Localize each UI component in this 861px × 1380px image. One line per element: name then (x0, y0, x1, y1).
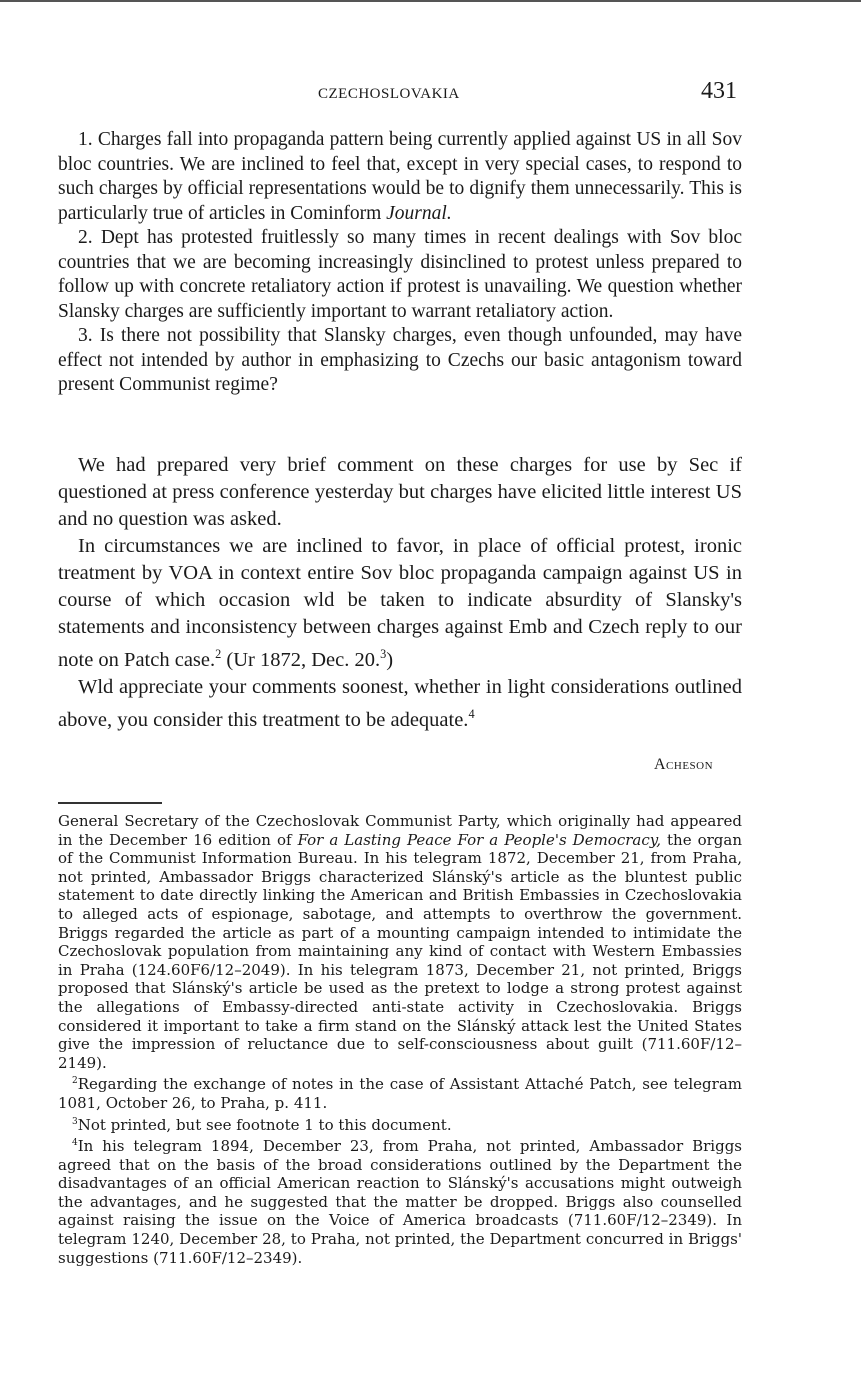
paragraph-2-text: In circumstances we are inclined to favor, in place of official protest, ironic treatment by VOA in context entire Sov bloc propaganda campaign against US in course of which occasion wld be taken to indicate absurdity of Slansky's statements and inconsistency between charges against Emb and Czech reply to our note on Patch case. (58, 535, 742, 671)
page-number: 431 (701, 78, 737, 104)
footnote-3-text: Not printed, but see footnote 1 to this document. (77, 1115, 452, 1134)
numbered-point-2: 2. Dept has protested fruitlessly so many times in recent dealings with Sov bloc countries that we are becoming increasingly disinclined to protest unless prepared to follow up with concrete retaliatory action if protest is unavailing. We question whether Slansky charges are sufficiently important to warrant retaliatory action. (58, 227, 742, 322)
main-text (58, 452, 742, 734)
footnote-3-mark: 3 (72, 1116, 78, 1127)
numbered-points (58, 128, 742, 398)
footnote-continuation (58, 812, 742, 1072)
numbered-point-1 (58, 128, 742, 226)
footnote-2-text: Regarding the exchange of notes in the case of Assistant Attaché Patch, see telegram 1081, October 26, to Praha, p. 411. (58, 1075, 742, 1112)
top-border-rule (0, 0, 861, 2)
numbered-point-1-text: 1. Charges fall into propaganda pattern being currently applied against US in all Sov bloc countries. We are inclined to feel that, except in very special cases, to respond to such charges by official representations would be to dignify them unnecessarily. This is particularly true of articles in Cominform (58, 129, 742, 224)
signature: Acheson (654, 756, 714, 773)
footnote-4-mark: 4 (72, 1138, 78, 1149)
paragraph-2-end: ) (386, 648, 394, 671)
paragraph-2-ref: (Ur 1872, Dec. 20. (221, 648, 381, 671)
footnote-continuation-b: the organ of the Communist Information Bureau. In his telegram 1872, December 21, from Praha, not printed, Ambassador Briggs characterized Slánský's article as the bluntest public statement to date directly linking the American and British Embassies in Czechoslovakia to alleged acts of espionage, sabotage, and attempts to overthrow the government. Briggs regarded the article as part of a mounting campaign intended to intimidate the Czechoslovak population from maintaining any kind of contact with Western Embassies in Praha (124.60F6/12–2049). In his telegram 1873, December 21, not printed, Briggs proposed that Slánský's article be used as the pretext to lodge a strong protest against the allegations of Embassy-directed anti-state activity in Czechoslovakia. Briggs considered it important to take a firm stand on the Slánský attack lest the United States give the impression of reluctance due to self-consciousness about guilt (711.60F/12–2149). (58, 830, 742, 1072)
footnote-ref-4: 4 (468, 706, 475, 721)
footnote-ref-3: 3 (380, 647, 387, 661)
paragraph-3-text: Wld appreciate your comments soonest, whether in light considerations outlined above, you consider this treatment to be adequate. (58, 675, 742, 731)
footnote-continuation-a: General Secretary of the Czechoslovak Communist Party, which originally had appeared in the December 16 edition of (58, 812, 742, 849)
footnote-2-mark: 2 (72, 1076, 78, 1087)
footnotes (58, 812, 742, 1267)
paragraph-2 (58, 533, 742, 674)
footnote-divider (58, 802, 162, 804)
footnote-2 (58, 1072, 742, 1112)
footnote-4-text: In his telegram 1894, December 23, from Praha, not printed, Ambassador Briggs agreed that on the basis of the broad considerations outlined by the Department the disadvantages of an official American reaction to Slánský's accusations might outweigh the advantages, and he suggested that the matter be dropped. Briggs also counselled against raising the issue on the Voice of America broadcasts (711.60F/12–2349). In telegram 1240, December 28, to Praha, not printed, the Department concurred in Briggs' suggestions (711.60F/12–2349). (58, 1137, 742, 1267)
paragraph-1: We had prepared very brief comment on these charges for use by Sec if questioned at press conference yesterday but charges have elicited little interest US and no question was asked. (58, 454, 742, 530)
journal-emphasis: Journal. (386, 202, 452, 224)
footnote-ref-2: 2 (215, 647, 222, 661)
footnote-4 (58, 1134, 742, 1267)
footnote-3 (58, 1113, 742, 1135)
numbered-point-3: 3. Is there not possibility that Slansky charges, even though unfounded, may have effect not intended by author in emphasizing to Czechs our basic antagonism toward present Communist regime? (58, 325, 742, 395)
running-head: CZECHOSLOVAKIA (318, 86, 460, 102)
newspaper-title: For a Lasting Peace For a People's Democracy, (297, 830, 662, 849)
paragraph-3 (58, 674, 742, 734)
